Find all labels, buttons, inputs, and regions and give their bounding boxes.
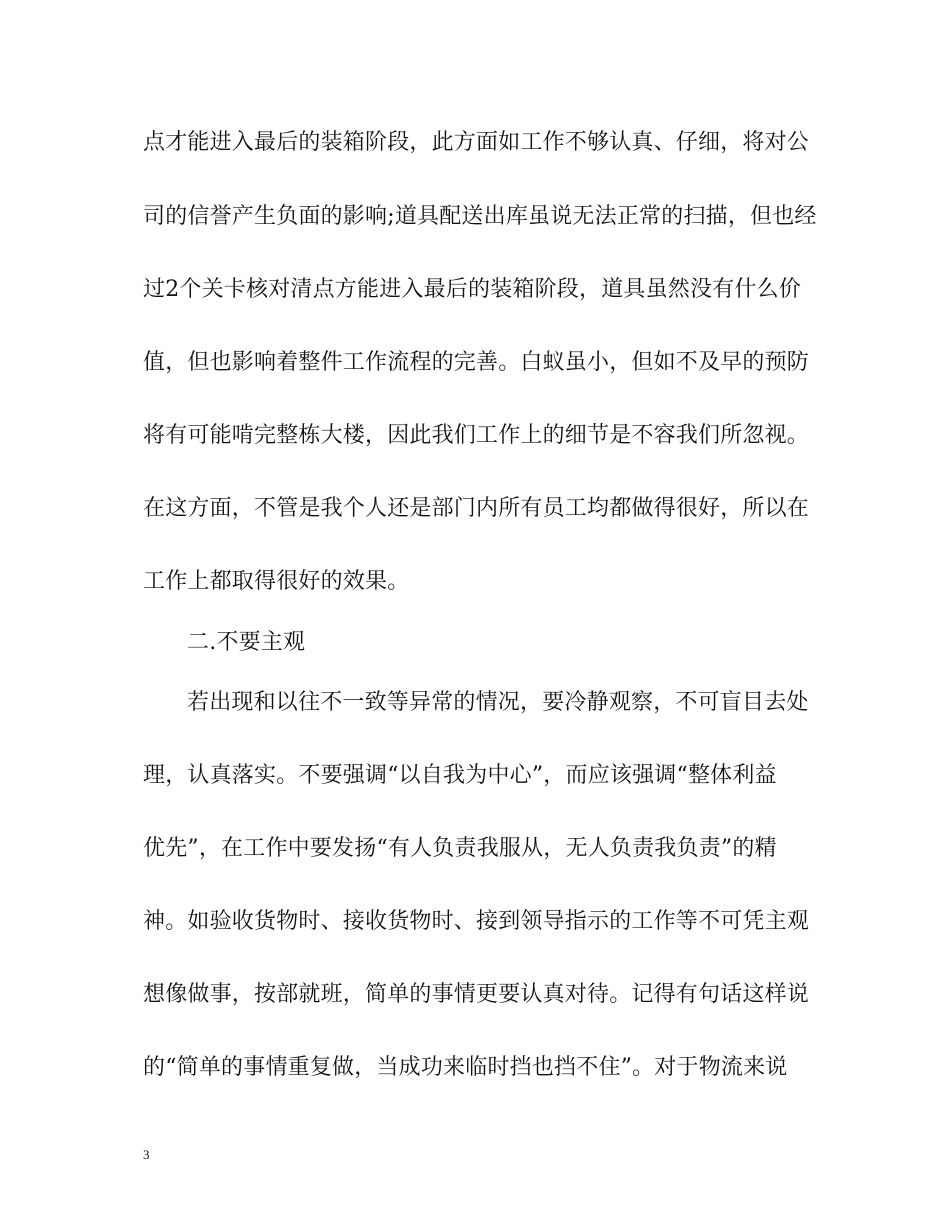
paragraph-line: 将有可能啃完整栋大楼，因此我们工作上的细节是不容我们所忽视。 [143,423,810,448]
paragraph-line: 神。如验收货物时、接收货物时、接到领导指示的工作等不可凭主观 [143,909,810,934]
paragraph-line: 点才能进入最后的装箱阶段，此方面如工作不够认真、仔细，将对公 [143,130,810,155]
paragraph-line: 工作上都取得很好的效果。 [143,569,410,594]
paragraph-line: 在这方面，不管是我个人还是部门内所有员工均都做得很好，所以在 [143,496,810,521]
paragraph-line: 理，认真落实。不要强调“以自我为中心”，而应该强调“整体利益 [143,763,777,788]
paragraph-line: 优先”，在工作中要发扬“有人负责我服从，无人负责我负责”的精 [143,836,777,861]
paragraph-line: 司的信誉产生负面的影响;道具配送出库虽说无法正常的扫描，但也经 [143,204,817,229]
paragraph-line: 值，但也影响着整件工作流程的完善。白蚁虽小，但如不及早的预防 [143,350,810,375]
section-heading: 二.不要主观 [187,630,306,655]
paragraph-line: 过2个关卡核对清点方能进入最后的装箱阶段，道具虽然没有什么价 [143,277,801,302]
paragraph-line: 想像做事，按部就班，简单的事情更要认真对待。记得有句话这样说 [143,982,810,1007]
paragraph-line: 若出现和以往不一致等异常的情况，要冷静观察，不可盲目去处 [187,690,809,715]
paragraph-line: 的“简单的事情重复做，当成功来临时挡也挡不住”。对于物流来说 [143,1055,788,1080]
page-number: 3 [143,1147,150,1162]
